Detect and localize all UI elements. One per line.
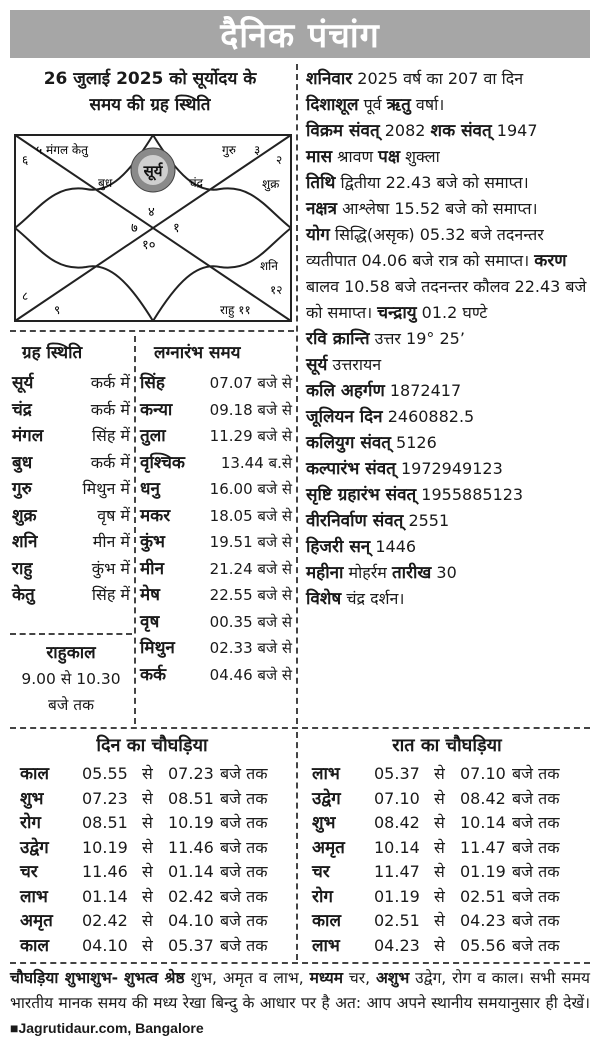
info-label: कलियुग संवत् [306, 433, 391, 453]
lagna-time: 22.55 बजे से [209, 586, 292, 604]
lagna-row [140, 397, 292, 423]
kundali-chart [14, 134, 292, 322]
choghadiya-row [20, 909, 300, 933]
chart-sun-label: सूर्य [143, 162, 163, 180]
lagna-time: 11.29 बजे से [209, 427, 292, 445]
choghadiya-to: 01.14 [168, 862, 214, 881]
chart-house-2: २ [276, 153, 283, 167]
info-label: चन्द्रायु [377, 303, 417, 323]
lagna-row [140, 503, 292, 529]
graha-sign: मिथुन में [82, 479, 130, 498]
divider-chart-bottom [10, 330, 294, 332]
info-line [306, 352, 590, 378]
choghadiya-name: उद्वेग [312, 788, 341, 809]
lagna-row [140, 370, 292, 396]
info-value: 1947 [491, 121, 538, 140]
info-line [306, 196, 590, 222]
choghadiya-row [312, 860, 592, 884]
graha-planet: मंगल [12, 426, 44, 446]
choghadiya-from: 07.23 [82, 788, 128, 808]
graha-sign: सिंह में [91, 585, 130, 604]
info-label: वीरनिर्वाण संवत् [306, 511, 404, 531]
info-value: 1972949123 [395, 459, 503, 478]
lagna-sign: मीन [140, 558, 165, 579]
info-value: 1872417 [384, 381, 462, 400]
lagna-row [140, 476, 292, 502]
info-label: रवि क्रान्ति [306, 329, 370, 349]
panchang-info [306, 66, 590, 612]
choghadiya-to: 10.19 [168, 813, 214, 832]
lagna-time: 19.51 बजे से [209, 533, 292, 551]
lagna-sign: वृश्चिक [140, 452, 185, 473]
lagna-sign: धनु [140, 479, 160, 499]
night-choghadiya-heading: रात का चौघड़िया [392, 735, 502, 756]
chart-house-3: ३ [254, 143, 261, 157]
info-value: शुक्ला [400, 147, 440, 166]
lagna-row [140, 529, 292, 555]
info-value: 01.2 घण्टे [416, 303, 488, 322]
graha-row [12, 556, 130, 582]
choghadiya-se: से [434, 911, 445, 930]
lagna-row [140, 450, 292, 476]
info-line [306, 586, 590, 612]
chart-rahu: राहु ११ [220, 303, 251, 317]
footer-madhyam-text: चर, [342, 969, 376, 987]
choghadiya-tak: बजे तक [512, 813, 560, 832]
choghadiya-name: लाभ [312, 764, 340, 784]
choghadiya-row [312, 787, 592, 811]
info-value: 2025 वर्ष का 207 वा दिन [352, 69, 524, 88]
choghadiya-from: 10.14 [374, 837, 420, 857]
square-icon: ■ [10, 1020, 19, 1036]
info-line [306, 508, 590, 534]
choghadiya-tak: बजे तक [220, 862, 268, 881]
info-label: महीना [306, 563, 344, 583]
graha-planet: केतु [12, 585, 35, 605]
info-label: नक्षत्र [306, 199, 338, 219]
choghadiya-name: अमृत [312, 837, 345, 858]
lagna-row [140, 423, 292, 449]
divider-main-vertical [296, 64, 298, 724]
choghadiya-row [20, 836, 300, 860]
info-line [306, 404, 590, 430]
chart-house-10: १० [142, 238, 156, 253]
choghadiya-row [20, 860, 300, 884]
info-label: पक्ष [378, 147, 401, 167]
choghadiya-se: से [434, 764, 445, 783]
divider-rahukaal-top [10, 633, 132, 635]
choghadiya-name: रोग [312, 886, 333, 907]
choghadiya-to: 05.37 [168, 935, 214, 955]
info-label: दिशाशूल [306, 95, 359, 115]
divider-left-columns [134, 336, 136, 724]
info-value: आश्लेषा 15.52 बजे को समाप्त। [337, 199, 538, 218]
footer-ashubh-text: उद्वेग, रोग व काल। सभी समय भारतीय मानक समय की मध्य रेखा बिन्दु के आधार पर है अत: आप अपने स्थानीय समयानुसार ही देखें। [10, 969, 591, 1012]
graha-planet: शनि [12, 532, 38, 552]
info-line [306, 66, 590, 92]
footer-source-text: Jagrutidaur.com, Bangalore [18, 1020, 204, 1036]
info-value: वर्षा। [410, 95, 445, 114]
graha-sign: कर्क में [90, 373, 130, 392]
choghadiya-se: से [142, 886, 153, 906]
choghadiya-row [312, 909, 592, 933]
info-line [306, 118, 590, 144]
lagna-sign: कन्या [140, 399, 173, 420]
chart-house-5: ५ मंगल केतु [36, 143, 88, 157]
lagna-sign: मकर [140, 505, 171, 526]
info-line [306, 378, 590, 404]
rahukaal-time: 9.00 से 10.30 [21, 670, 121, 688]
info-line [306, 222, 590, 326]
graha-planet: बुध [12, 452, 33, 473]
graha-row [12, 423, 130, 449]
choghadiya-se: से [434, 788, 445, 808]
choghadiya-name: रोग [20, 813, 41, 833]
choghadiya-from: 10.19 [82, 837, 128, 857]
info-line [306, 170, 590, 196]
lagna-time: 13.44 ब.से [220, 453, 292, 472]
info-line [306, 326, 590, 352]
choghadiya-row [312, 811, 592, 835]
choghadiya-to: 02.51 [460, 886, 506, 906]
graha-planet: राहु [12, 558, 33, 579]
choghadiya-from: 04.10 [82, 935, 128, 955]
graha-sign: कर्क में [90, 399, 130, 419]
footer-note [10, 966, 590, 1041]
info-label: करण [534, 251, 567, 271]
choghadiya-se: से [434, 935, 445, 955]
choghadiya-row [20, 934, 300, 958]
lagna-sign: सिंह [140, 373, 165, 393]
chart-budh: बुध [98, 176, 113, 190]
chart-shukra: शुक्र [262, 177, 280, 191]
lagna-heading: लग्नारंभ समय [154, 343, 241, 363]
graha-heading: ग्रह स्थिति [22, 343, 83, 363]
rahukaal-heading: राहुकाल [46, 643, 96, 663]
info-line [306, 534, 590, 560]
choghadiya-from: 05.37 [374, 764, 420, 783]
info-value: 30 [431, 563, 457, 582]
choghadiya-row [20, 811, 300, 835]
choghadiya-from: 02.51 [374, 911, 420, 930]
info-line [306, 92, 590, 118]
choghadiya-tak: बजे तक [512, 886, 560, 906]
chart-guru: गुरु [222, 143, 236, 157]
info-label: मास [306, 147, 333, 167]
choghadiya-tak: बजे तक [512, 837, 560, 857]
graha-planet: गुरु [12, 479, 32, 499]
lagna-row [140, 582, 292, 608]
choghadiya-from: 08.42 [374, 813, 420, 832]
choghadiya-se: से [142, 911, 153, 930]
info-value: मोहर्रम [343, 563, 392, 582]
choghadiya-from: 01.14 [82, 886, 128, 906]
choghadiya-to: 08.42 [460, 788, 506, 808]
info-value: द्वितीया 22.43 बजे को समाप्त। [335, 173, 529, 192]
chart-house-9: ९ [54, 303, 61, 317]
choghadiya-from: 11.46 [82, 862, 128, 881]
footer-source [10, 1020, 204, 1036]
info-label: तारीख [391, 563, 432, 583]
choghadiya-tak: बजे तक [512, 911, 560, 930]
info-value: 2460882.5 [382, 407, 475, 426]
choghadiya-se: से [434, 862, 445, 881]
graha-planet: चंद्र [12, 399, 32, 420]
info-value: 2551 [403, 511, 450, 530]
title-bar [10, 10, 590, 58]
lagna-row [140, 609, 292, 635]
choghadiya-name: शुभ [312, 813, 336, 833]
choghadiya-from: 01.19 [374, 886, 420, 906]
info-label: विक्रम संवत् [306, 121, 380, 141]
choghadiya-from: 05.55 [82, 764, 128, 783]
info-label: जूलियन दिन [306, 407, 383, 427]
lagna-sign: मिथुन [140, 638, 175, 658]
chart-shani: शनि [260, 259, 278, 273]
graha-planet: शुक्र [12, 505, 37, 526]
footer-shubh-label: शुभत्व श्रेष्ठ [124, 969, 185, 987]
lagna-time: 02.33 बजे से [209, 639, 292, 657]
choghadiya-name: लाभ [312, 935, 340, 956]
choghadiya-from: 08.51 [82, 813, 128, 832]
chart-house-8: ८ [22, 289, 29, 303]
lagna-time: 09.18 बजे से [209, 400, 292, 419]
info-label: शक संवत् [430, 121, 492, 141]
graha-planet: सूर्य [12, 373, 34, 393]
lagna-row [140, 662, 292, 688]
info-value: उत्तर 19° 25’ [369, 329, 465, 348]
choghadiya-name: शुभ [20, 788, 44, 809]
day-choghadiya-heading: दिन का चौघड़िया [96, 735, 208, 756]
choghadiya-tak: बजे तक [220, 911, 268, 930]
rahukaal-suffix: बजे तक [47, 696, 95, 714]
lagna-time: 07.07 बजे से [209, 374, 292, 392]
choghadiya-tak: बजे तक [220, 764, 268, 783]
choghadiya-from: 07.10 [374, 788, 420, 808]
info-label: कलि अहर्गण [306, 381, 385, 401]
info-line [306, 456, 590, 482]
info-value: चंद्र दर्शन। [341, 589, 405, 608]
divider-footer-top [10, 962, 590, 964]
choghadiya-name: लाभ [20, 886, 48, 907]
info-label: शनिवार [306, 69, 353, 89]
chart-house-4: ४ [148, 205, 155, 220]
info-value: 1446 [370, 537, 417, 556]
info-line [306, 482, 590, 508]
chart-house-12: १२ [270, 283, 283, 297]
info-value: पूर्व [358, 95, 387, 114]
choghadiya-se: से [142, 788, 153, 808]
graha-sign: मीन में [92, 532, 130, 551]
info-value: सिद्धि(असृक) 05.32 बजे तदनन्तर व्यतीपात 04.06 बजे रात्र को समाप्त। [306, 225, 544, 270]
choghadiya-row [312, 836, 592, 860]
choghadiya-name: काल [20, 764, 49, 784]
info-line [306, 144, 590, 170]
info-line [306, 560, 590, 586]
footer-ashubh-label: अशुभ [375, 969, 410, 987]
lagna-sign: कर्क [140, 664, 167, 685]
choghadiya-to: 04.23 [460, 911, 506, 930]
choghadiya-se: से [142, 935, 153, 955]
choghadiya-tak: बजे तक [512, 788, 560, 808]
choghadiya-tak: बजे तक [512, 862, 560, 881]
choghadiya-from: 11.47 [374, 862, 420, 881]
choghadiya-to: 04.10 [168, 911, 214, 930]
chart-chandra: चंद्र [189, 176, 203, 190]
choghadiya-to: 11.46 [168, 837, 214, 857]
chart-house-1: १ [173, 221, 180, 236]
info-value: 5126 [390, 433, 437, 452]
choghadiya-row [20, 762, 300, 786]
info-label: योग [306, 225, 330, 245]
info-value: बालव 10.58 बजे तदनन्तर कौलव 22.43 बजे को समाप्त। [306, 277, 587, 322]
choghadiya-tak: बजे तक [220, 788, 268, 808]
graha-row [12, 370, 130, 396]
info-label: ऋतु [386, 95, 411, 115]
rahukaal-box [10, 640, 132, 718]
info-value: श्रावण [332, 147, 379, 166]
choghadiya-name: काल [20, 935, 49, 956]
choghadiya-se: से [434, 886, 445, 906]
chart-heading-line1: 26 जुलाई 2025 को सूर्योदय के [43, 69, 257, 89]
choghadiya-to: 10.14 [460, 813, 506, 832]
info-label: सृष्टि ग्रहारंभ संवत् [306, 485, 417, 505]
lagna-row [140, 556, 292, 582]
choghadiya-tak: बजे तक [220, 935, 268, 955]
choghadiya-tak: बजे तक [220, 813, 268, 832]
choghadiya-row [312, 934, 592, 958]
choghadiya-to: 02.42 [168, 886, 214, 906]
lagna-time: 00.35 बजे से [209, 612, 292, 631]
chart-house-7: ७ [131, 221, 138, 236]
choghadiya-name: काल [312, 911, 341, 931]
info-label: विशेष [306, 589, 342, 609]
lagna-time: 04.46 बजे से [209, 665, 292, 684]
chart-heading-line2: समय की ग्रह स्थिति [89, 95, 211, 115]
info-label: तिथि [306, 173, 336, 193]
footer-label: चौघड़िया शुभाशुभ- [10, 969, 119, 987]
graha-sign: वृष में [97, 505, 130, 525]
footer-madhyam-label: मध्यम [309, 969, 343, 987]
lagna-sign: कुंभ [140, 532, 166, 552]
lagna-time: 18.05 बजे से [209, 506, 292, 525]
lagna-row [140, 635, 292, 661]
choghadiya-row [20, 787, 300, 811]
chart-house-6: ६ [22, 153, 29, 167]
graha-sign: कुंभ में [91, 558, 130, 578]
choghadiya-tak: बजे तक [220, 886, 268, 906]
info-line [306, 430, 590, 456]
chart-heading [10, 66, 290, 118]
lagna-sign: मेष [140, 585, 160, 605]
info-label: हिजरी सन् [306, 537, 371, 557]
choghadiya-from: 04.23 [374, 935, 420, 955]
choghadiya-row [20, 885, 300, 909]
info-label: सूर्य [306, 355, 328, 375]
choghadiya-name: चर [312, 862, 330, 882]
graha-row [12, 529, 130, 555]
choghadiya-from: 02.42 [82, 911, 128, 930]
choghadiya-name: चर [20, 862, 38, 882]
choghadiya-se: से [142, 813, 153, 832]
choghadiya-se: से [142, 837, 153, 857]
divider-choghadiya-top [10, 727, 590, 729]
graha-row [12, 397, 130, 423]
choghadiya-row [312, 885, 592, 909]
lagna-sign: तुला [140, 426, 166, 446]
choghadiya-se: से [434, 813, 445, 832]
choghadiya-row [312, 762, 592, 786]
footer-shubh-text: शुभ, अमृत व लाभ, [184, 969, 310, 987]
choghadiya-name: अमृत [20, 911, 53, 931]
choghadiya-tak: बजे तक [512, 764, 560, 783]
choghadiya-to: 11.47 [460, 837, 506, 857]
lagna-sign: वृष [140, 611, 160, 632]
info-value: 1955885123 [416, 485, 524, 504]
choghadiya-tak: बजे तक [512, 935, 560, 955]
info-label: कल्पारंभ संवत् [306, 459, 396, 479]
lagna-time: 16.00 बजे से [209, 480, 292, 498]
choghadiya-name: उद्वेग [20, 837, 49, 858]
graha-sign: कर्क में [90, 452, 130, 472]
choghadiya-to: 07.23 [168, 764, 214, 783]
lagna-time: 21.24 बजे से [209, 559, 292, 578]
graha-row [12, 582, 130, 608]
page-title: दैनिक पंचांग [220, 16, 380, 56]
choghadiya-to: 05.56 [460, 935, 506, 955]
choghadiya-tak: बजे तक [220, 837, 268, 857]
graha-row [12, 450, 130, 476]
choghadiya-se: से [142, 862, 153, 881]
graha-row [12, 503, 130, 529]
graha-row [12, 476, 130, 502]
info-value: उत्तरायन [327, 355, 382, 374]
choghadiya-to: 01.19 [460, 862, 506, 881]
graha-sign: सिंह में [91, 426, 130, 445]
choghadiya-to: 07.10 [460, 764, 506, 783]
choghadiya-se: से [142, 764, 153, 783]
choghadiya-to: 08.51 [168, 788, 214, 808]
choghadiya-se: से [434, 837, 445, 857]
info-value: 2082 [379, 121, 431, 140]
